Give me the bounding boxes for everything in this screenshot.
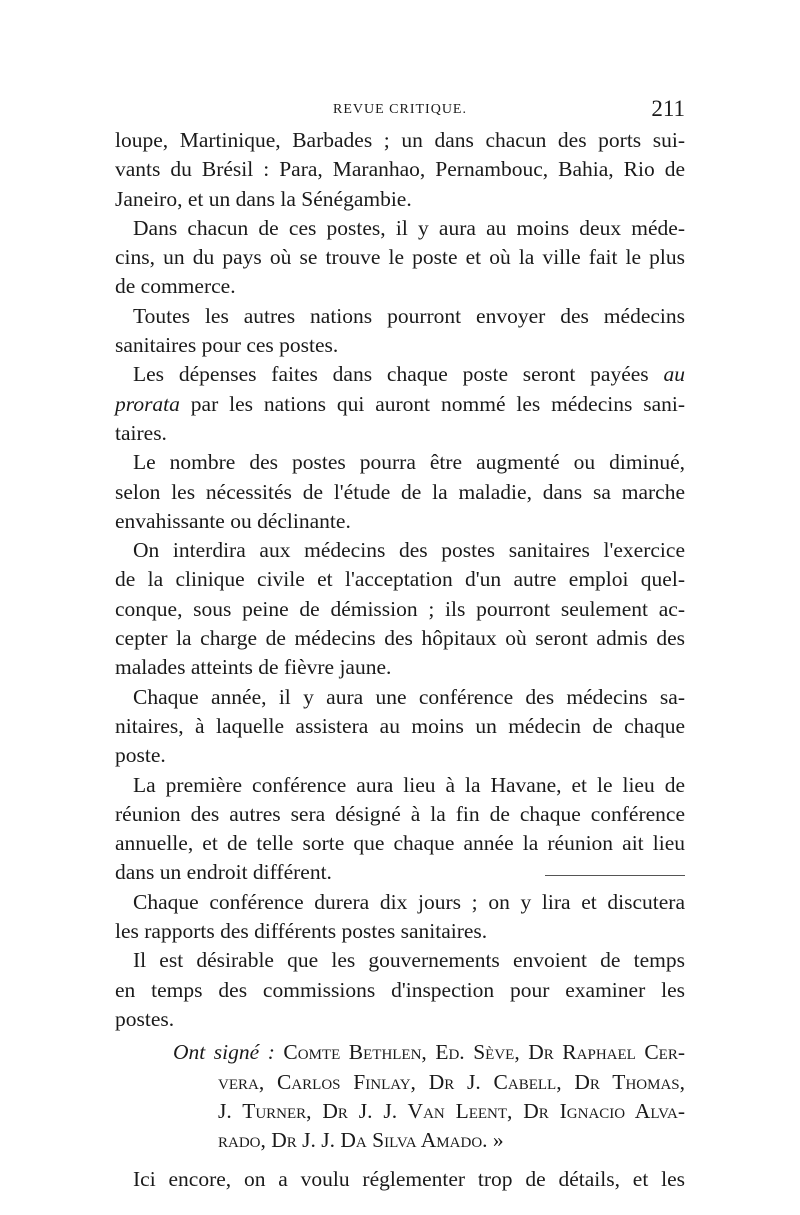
italic-word: au: [663, 362, 685, 387]
text-line: loupe, Martinique, Barbades ; un dans chacun des ports sui-: [115, 128, 685, 152]
running-title: REVUE CRITIQUE.: [333, 102, 467, 117]
text-line: Chaque année, il y aura une conférence des médecins sa-: [133, 684, 685, 709]
text-line: de commerce.: [115, 274, 236, 299]
text-line: de la clinique civile et l'acceptation d'un autre emploi quel-: [115, 567, 685, 592]
text-line: taires.: [115, 420, 167, 445]
text-line: annuelle, et de telle sorte que chaque année la réunion ait lieu: [115, 831, 685, 856]
italic-word: prorata: [115, 391, 180, 416]
text-line: réunion des autres sera désigné à la fin de chaque conférence: [115, 801, 685, 826]
text-line: conque, sous peine de démission ; ils pourront seulement ac-: [115, 596, 685, 621]
text-line: Il est désirable que les gouvernements envoient de temps: [133, 948, 685, 973]
page-header: [115, 96, 685, 126]
page-number: 211: [651, 96, 685, 121]
text-line: Dans chacun de ces postes, il y aura au moins deux méde-: [133, 215, 685, 240]
text-span: par les nations qui auront nommé les médecins sani-: [190, 391, 685, 416]
text-line: Toutes les autres nations pourront envoyer des médecins: [133, 303, 685, 328]
text-line: selon les nécessités de l'étude de la maladie, dans sa marche: [115, 479, 685, 504]
text-line: Chaque conférence durera dix jours ; on y lira et discutera: [133, 889, 685, 914]
text-span: Les dépenses faites dans chaque poste seront payées: [133, 362, 649, 387]
text-line: malades atteints de fièvre jaune.: [115, 655, 392, 680]
text-line: en temps des commissions d'inspection pour examiner les: [115, 977, 685, 1002]
text-line: postes.: [115, 1006, 175, 1031]
signatories-line: J. Turner, Dr J. J. Van Leent, Dr Ignacio Alva-: [218, 1098, 685, 1123]
text-line: envahissante ou déclinante.: [115, 508, 351, 533]
text-line: Janeiro, et un dans la Sénégambie.: [115, 186, 412, 211]
signatories-line: vera, Carlos Finlay, Dr J. Cabell, Dr Thomas,: [218, 1069, 685, 1094]
text-line: Ici encore, on a voulu réglementer trop de détails, et les: [133, 1167, 685, 1192]
text-line: vants du Brésil : Para, Maranhao, Pernambouc, Bahia, Rio de: [115, 157, 685, 182]
text-line: On interdira aux médecins des postes sanitaires l'exercice: [133, 538, 685, 563]
text-line: les rapports des différents postes sanitaires.: [115, 919, 488, 944]
text-line: cins, un du pays où se trouve le poste et où la ville fait le plus: [115, 245, 685, 270]
signatories-line: rado, Dr J. J. Da Silva Amado. »: [218, 1128, 504, 1153]
text-line: [115, 360, 685, 389]
signatories-line: [115, 1038, 685, 1067]
text-line: cepter la charge de médecins des hôpitaux où seront admis des: [115, 626, 685, 651]
signatories-names: Comte Bethlen, Ed. Sève, Dr Raphael Cer-: [283, 1040, 686, 1065]
signed-label: Ont signé :: [173, 1040, 275, 1065]
text-line: Le nombre des postes pourra être augmenté ou diminué,: [133, 450, 685, 475]
signatories-block: [115, 1038, 685, 1155]
text-line: sanitaires pour ces postes.: [115, 333, 339, 358]
text-line: dans un endroit différent.: [115, 860, 332, 885]
divider-rule: [545, 875, 685, 876]
text-line: nitaires, à laquelle assistera au moins un médecin de chaque: [115, 713, 685, 738]
text-line: La première conférence aura lieu à la Havane, et le lieu de: [133, 772, 685, 797]
body-text: [115, 126, 685, 1195]
text-line: poste.: [115, 743, 166, 768]
text-line: [115, 390, 685, 419]
